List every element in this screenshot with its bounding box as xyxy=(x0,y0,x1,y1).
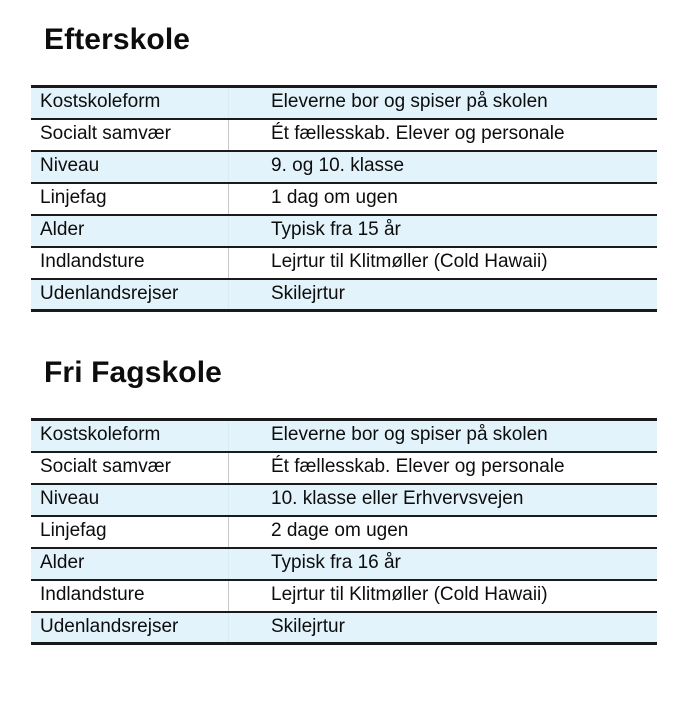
table-row xyxy=(31,151,657,183)
section-title-efterskole: Efterskole xyxy=(44,23,191,56)
table-row xyxy=(31,279,657,311)
table-row xyxy=(31,87,657,119)
section-title-fri-fagskole: Fri Fagskole xyxy=(44,356,222,389)
column-divider xyxy=(228,516,261,548)
row-value: Ét fællesskab. Elever og personale xyxy=(261,452,657,484)
column-divider xyxy=(228,279,261,311)
column-divider xyxy=(228,580,261,612)
row-value: Lejrtur til Klitmøller (Cold Hawaii) xyxy=(261,247,657,279)
table-row xyxy=(31,452,657,484)
table-row xyxy=(31,612,657,644)
row-value: Typisk fra 15 år xyxy=(261,215,657,247)
row-label: Kostskoleform xyxy=(31,87,228,119)
row-value: 10. klasse eller Erhvervsvejen xyxy=(261,484,657,516)
row-label: Niveau xyxy=(31,484,228,516)
table-wrapper-fri-fagskole xyxy=(0,418,690,645)
column-divider xyxy=(228,548,261,580)
section-efterskole xyxy=(0,22,690,312)
column-divider xyxy=(228,87,261,119)
row-label: Indlandsture xyxy=(31,580,228,612)
table-row xyxy=(31,580,657,612)
column-divider xyxy=(228,119,261,151)
table-wrapper-efterskole xyxy=(0,85,690,312)
table-body-efterskole xyxy=(31,87,657,311)
section-fri-fagskole xyxy=(0,355,690,645)
row-value: Lejrtur til Klitmøller (Cold Hawaii) xyxy=(261,580,657,612)
row-value: Ét fællesskab. Elever og personale xyxy=(261,119,657,151)
table-row xyxy=(31,247,657,279)
column-divider xyxy=(228,420,261,452)
table-row xyxy=(31,548,657,580)
row-label: Linjefag xyxy=(31,516,228,548)
column-divider xyxy=(228,484,261,516)
row-value: Skilejrtur xyxy=(261,279,657,311)
row-label: Udenlandsrejser xyxy=(31,612,228,644)
column-divider xyxy=(228,183,261,215)
row-value: Typisk fra 16 år xyxy=(261,548,657,580)
row-label: Niveau xyxy=(31,151,228,183)
table-row xyxy=(31,183,657,215)
table-row xyxy=(31,516,657,548)
row-value: Eleverne bor og spiser på skolen xyxy=(261,87,657,119)
row-label: Alder xyxy=(31,215,228,247)
table-row xyxy=(31,119,657,151)
row-value: 2 dage om ugen xyxy=(261,516,657,548)
row-value: Eleverne bor og spiser på skolen xyxy=(261,420,657,452)
table-body-fri-fagskole xyxy=(31,420,657,644)
table-row xyxy=(31,484,657,516)
column-divider xyxy=(228,247,261,279)
table-row xyxy=(31,420,657,452)
row-label: Kostskoleform xyxy=(31,420,228,452)
row-label: Socialt samvær xyxy=(31,452,228,484)
row-label: Linjefag xyxy=(31,183,228,215)
row-value: Skilejrtur xyxy=(261,612,657,644)
row-value: 9. og 10. klasse xyxy=(261,151,657,183)
spec-table-fri-fagskole xyxy=(31,418,657,645)
column-divider xyxy=(228,151,261,183)
column-divider xyxy=(228,612,261,644)
row-label: Socialt samvær xyxy=(31,119,228,151)
spec-table-efterskole xyxy=(31,85,657,312)
row-label: Indlandsture xyxy=(31,247,228,279)
row-value: 1 dag om ugen xyxy=(261,183,657,215)
table-row xyxy=(31,215,657,247)
column-divider xyxy=(228,452,261,484)
column-divider xyxy=(228,215,261,247)
row-label: Alder xyxy=(31,548,228,580)
row-label: Udenlandsrejser xyxy=(31,279,228,311)
